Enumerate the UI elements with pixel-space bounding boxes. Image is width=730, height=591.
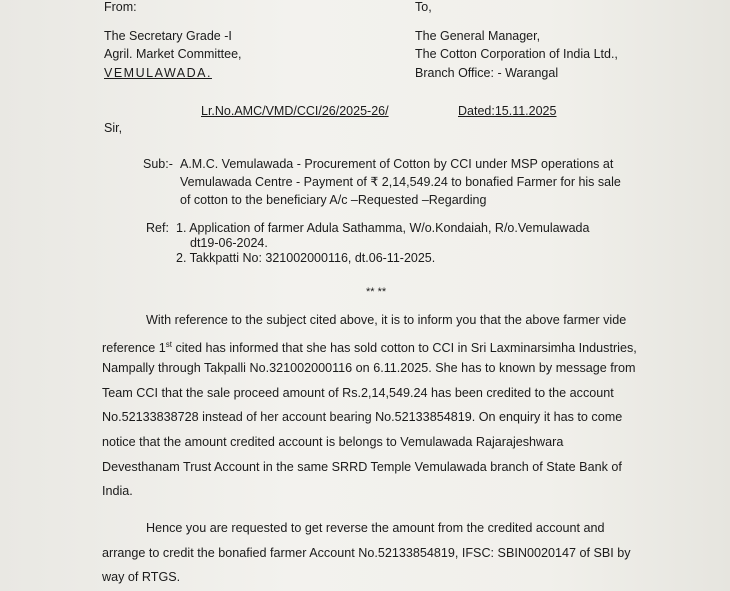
body-p1-line-4: Team CCI that the sale proceed amount of Rs.2,14,549.24 has been credited to the account bbox=[102, 386, 614, 400]
body-p1-line-5: No.52133838728 instead of her account bearing No.52133854819. On enquiry it has to come bbox=[102, 410, 623, 424]
references-label: Ref: bbox=[146, 221, 169, 235]
to-heading: To, bbox=[415, 0, 432, 14]
subject-line-3: of cotton to the beneficiary A/c –Requested –Regarding bbox=[180, 193, 487, 207]
body-p1-line-8: India. bbox=[102, 484, 133, 498]
from-line-1: The Secretary Grade -I bbox=[104, 29, 232, 43]
reference-1-line-2: dt19-06-2024. bbox=[190, 236, 268, 250]
subject-line-2: Vemulawada Centre - Payment of ₹ 2,14,549.24 to bonafied Farmer for his sale bbox=[180, 175, 621, 189]
body-p1-line-2-b: cited has informed that she has sold cotton to CCI in Sri Laxminarsimha Industries, bbox=[171, 341, 637, 356]
subject-line-1 bbox=[180, 157, 636, 172]
to-line-1: The General Manager, bbox=[415, 29, 541, 43]
salutation: Sir, bbox=[104, 121, 123, 135]
body-p2-line-2: arrange to credit the bonafied farmer Account No.52133854819, IFSC: SBIN0020147 of SBI by bbox=[102, 546, 631, 560]
body-p1-line-2-a: reference 1 bbox=[102, 341, 166, 356]
from-line-2: Agril. Market Committee, bbox=[104, 47, 242, 61]
separator: ** ** bbox=[366, 286, 387, 298]
from-heading: From: bbox=[104, 0, 137, 14]
subject-label: Sub:- bbox=[143, 157, 173, 171]
to-line-2: The Cotton Corporation of India Ltd., bbox=[415, 47, 618, 61]
letter-number: Lr.No.AMC/VMD/CCI/26/2025-26/ bbox=[201, 104, 389, 118]
from-line-3: VEMULAWADA. bbox=[104, 66, 212, 80]
body-p1-line-1 bbox=[146, 313, 658, 328]
body-p2-line-1: Hence you are requested to get reverse the amount from the credited account and bbox=[146, 521, 605, 535]
subject-line-1-text: A.M.C. Vemulawada - Procurement of Cotton by CCI under MSP operations at bbox=[180, 157, 614, 171]
body-p2-line-3: way of RTGS. bbox=[102, 570, 181, 584]
body-p1-line-3: Nampally through Takpalli No.321002000116 on 6.11.2025. She has to known by message from bbox=[102, 361, 636, 375]
body-p1-line-2 bbox=[102, 337, 637, 356]
body-p1-line-1-text: With reference to the subject cited above, it is to inform you that the above farmer vide bbox=[146, 313, 627, 327]
reference-1-line-1: 1. Application of farmer Adula Sathamma, W/o.Kondaiah, R/o.Vemulawada bbox=[176, 221, 590, 235]
body-p1-line-7: Devesthanam Trust Account in the same SRRD Temple Vemulawada branch of State Bank of bbox=[102, 460, 622, 474]
to-line-3: Branch Office: - Warangal bbox=[415, 66, 559, 80]
body-p1-line-6: notice that the amount credited account is belongs to Vemulawada Rajarajeshwara bbox=[102, 435, 564, 449]
letter-date: Dated:15.11.2025 bbox=[458, 104, 557, 118]
body-p1-line-2-sup: st bbox=[165, 340, 172, 349]
reference-2: 2. Takkpatti No: 321002000116, dt.06-11-2025. bbox=[176, 251, 436, 265]
